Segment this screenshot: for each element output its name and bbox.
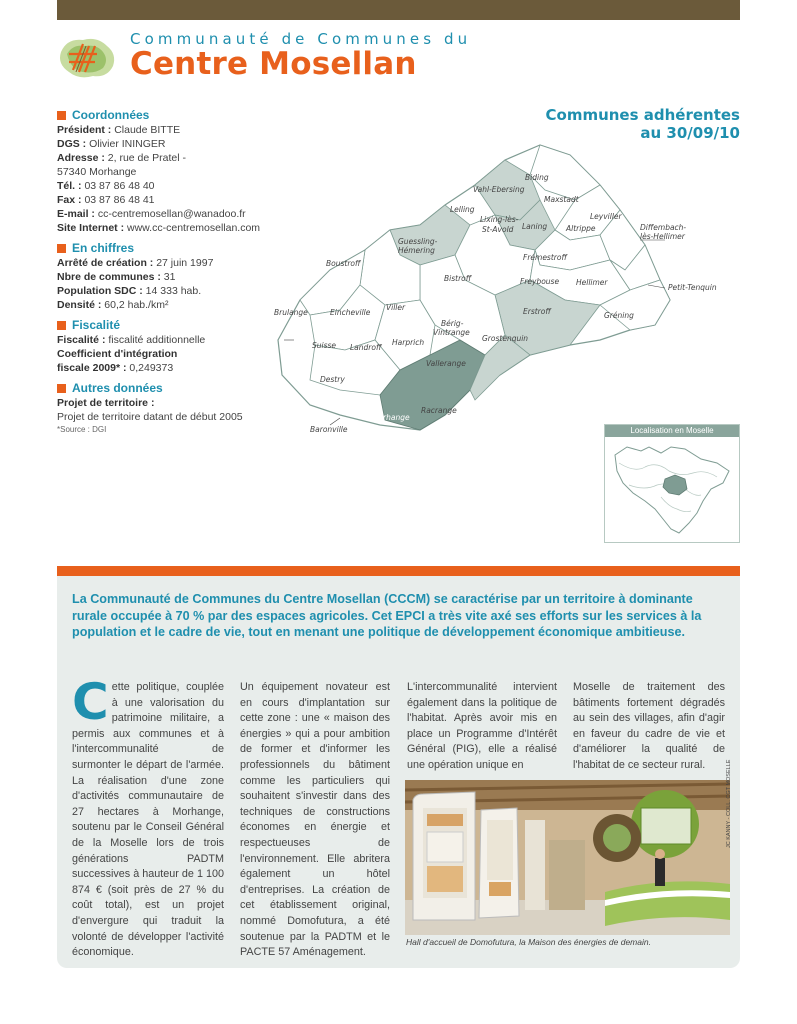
map-label-leyviller: Leyviller bbox=[590, 212, 622, 221]
localisation-inset bbox=[604, 424, 740, 543]
map-label-petit-tenquin: Petit-Tenquin bbox=[668, 283, 717, 292]
map-label-maxstadt: Maxstadt bbox=[544, 195, 579, 204]
map-label-vallerange: Vallerange bbox=[426, 359, 466, 368]
map-label-laning: Laning bbox=[522, 222, 548, 231]
map-label-harprich: Harprich bbox=[392, 338, 425, 347]
map-label-berig-2: Vintrange bbox=[433, 328, 470, 337]
population-line: Population SDC : 14 333 hab. bbox=[57, 285, 202, 297]
map-label-vahl: Vahl-Ebersing bbox=[473, 185, 525, 194]
coordonnees-heading: Coordonnées bbox=[57, 107, 327, 123]
photo-credit: JC KANNY - COLL. CGT MOSELLE bbox=[726, 759, 732, 848]
map-label-brulange: Brulange bbox=[274, 308, 308, 317]
photo-caption: Hall d'accueil de Domofutura, la Maison des énergies de demain. bbox=[406, 937, 651, 947]
map-label-altrippe: Altrippe bbox=[566, 224, 596, 233]
map-label-boustroff: Boustroff bbox=[326, 259, 361, 268]
bullet-square-icon bbox=[57, 321, 66, 330]
bullet-square-icon bbox=[57, 384, 66, 393]
map-label-landroff: Landroff bbox=[350, 343, 382, 352]
map-label-baronville: Baronville bbox=[310, 425, 348, 434]
localisation-title: Localisation en Moselle bbox=[605, 425, 739, 437]
coefficient-line: fiscale 2009* : 0,249373 bbox=[57, 362, 174, 374]
domofutura-hall-photo bbox=[405, 780, 730, 935]
article-column-2: Un équipement novateur est en cours d'implantation sur cette zone : une « maison des énergies » qui a pour ambition de former et d'informer les professionnels du bâtiment comme les particuliers qui souhaitent s'investir dans des techniques de constructions économes en énergie et respectueuses de l'environnement. Elle abritera également un hôtel d'entreprises. La création de cet établissement original, nommé Domofutura, a été soutenue par la PADTM et le PACTE 57 Aménagement. bbox=[240, 681, 390, 959]
article-column-3: L'intercommunalité intervient également dans la politique de l'habitat. Après avoir mis en place un Programme d'Intérêt Général (PIG), elle a réalisé une opération unique en bbox=[407, 681, 557, 771]
map-label-hellimer: Hellimer bbox=[576, 278, 608, 287]
map-label-suisse: Suisse bbox=[312, 341, 337, 350]
drop-cap: C bbox=[72, 673, 109, 731]
intro-paragraph: La Communauté de Communes du Centre Mosellan (CCCM) se caractérise par un territoire à dominante rurale occupée à 70 % par des espaces agricoles. Cet EPCI a très vite axé ses efforts sur les services à la population et le cadre de vie, tout en menant une politique de développement économique ambitieuse. bbox=[72, 592, 702, 639]
projet-label: Projet de territoire : bbox=[57, 397, 155, 409]
fiscalite-line: Fiscalité : fiscalité additionnelle bbox=[57, 334, 206, 346]
source-note: *Source : DGI bbox=[57, 425, 107, 434]
dgs-line: DGS : Olivier ININGER bbox=[57, 138, 166, 150]
map-label-guessling-1: Guessling- bbox=[398, 237, 438, 246]
moselle-map-icon bbox=[605, 437, 739, 542]
map-label-morhange: Morhange bbox=[372, 413, 410, 422]
map-label-racrange: Racrange bbox=[421, 406, 457, 415]
communes-title: Communes adhérentes au 30/09/10 bbox=[545, 106, 740, 142]
map-label-destry: Destry bbox=[320, 375, 345, 384]
orange-divider bbox=[57, 566, 740, 576]
fiscalite-heading: Fiscalité bbox=[57, 317, 327, 333]
map-label-viller: Viller bbox=[386, 303, 406, 312]
communes-map bbox=[270, 140, 740, 440]
map-label-berig-1: Bérig- bbox=[441, 319, 464, 328]
tel-line: Tél. : 03 87 86 48 40 bbox=[57, 180, 155, 192]
chiffres-heading: En chiffres bbox=[57, 240, 327, 256]
map-label-freybouse: Freybouse bbox=[520, 277, 560, 286]
map-label-biding: Biding bbox=[525, 173, 549, 182]
map-label-lixing-1: Lixing-lès- bbox=[480, 215, 519, 224]
map-label-diffembach-2: lès-Hellimer bbox=[640, 232, 685, 241]
site-link[interactable]: www.cc-centremosellan.com bbox=[127, 222, 261, 234]
logo-icon bbox=[57, 32, 119, 82]
map-label-lelling: Lelling bbox=[450, 205, 475, 214]
map-label-grostenquin: Grostenquin bbox=[482, 334, 529, 343]
top-bar bbox=[57, 0, 740, 20]
map-label-diffembach-1: Diffembach- bbox=[640, 223, 687, 232]
arrete-line: Arrêté de création : 27 juin 1997 bbox=[57, 257, 214, 269]
autres-heading: Autres données bbox=[57, 380, 327, 396]
email-link[interactable]: cc-centremosellan@wanadoo.fr bbox=[97, 208, 246, 220]
nbre-line: Nbre de communes : 31 bbox=[57, 271, 176, 283]
adresse-line: Adresse : 2, rue de Pratel - bbox=[57, 152, 186, 164]
president-line: Président : Claude BITTE bbox=[57, 124, 181, 136]
header-pre-title: Communauté de Communes du bbox=[130, 30, 472, 48]
map-label-grening: Gréning bbox=[604, 311, 634, 320]
map-label-erstroff: Erstroff bbox=[523, 307, 551, 316]
adresse-line-2: 57340 Morhange bbox=[57, 166, 137, 178]
map-label-fremestroff: Frémestroff bbox=[523, 253, 567, 262]
site-line: Site Internet : www.cc-centremosellan.com bbox=[57, 222, 261, 234]
map-label-bistroff: Bistroff bbox=[444, 274, 472, 283]
map-label-lixing-2: St-Avold bbox=[482, 225, 514, 234]
bullet-square-icon bbox=[57, 111, 66, 120]
map-label-guessling-2: Hémering bbox=[398, 246, 435, 255]
coefficient-label: Coefficient d'intégration bbox=[57, 348, 178, 360]
page-title: Centre Mosellan bbox=[130, 46, 417, 82]
densite-line: Densité : 60,2 hab./km² bbox=[57, 299, 169, 311]
map-label-eincheville: Eincheville bbox=[330, 308, 371, 317]
fax-line: Fax : 03 87 86 48 41 bbox=[57, 194, 155, 206]
email-line: E-mail : cc-centremosellan@wanadoo.fr bbox=[57, 208, 246, 220]
projet-line: Projet de territoire datant de début 2005 bbox=[57, 411, 243, 423]
article-column-1: Cette politique, couplée à une valorisation du patrimoine militaire, a permis aux communes et à l'intercommunalité de surmonter le départ de l'armée. La réalisation d'une zone d'activités communautaire de 27 hectares à Morhange, soutenu par le Conseil Général de la Moselle lors de trois générations PADTM successives à hauteur de 1 100 874 € (soit près de 27 % du coût total), est un projet d'envergure qui traduit la volonté de développer l'activité économique. bbox=[72, 673, 224, 959]
article-column-4: Moselle de traitement des bâtiments fortement dégradés au sein des villages, afin d'agir en faveur du cadre de vie et d'améliorer la qualité de l'habitat de ce secteur rural. bbox=[573, 681, 725, 771]
bullet-square-icon bbox=[57, 244, 66, 253]
